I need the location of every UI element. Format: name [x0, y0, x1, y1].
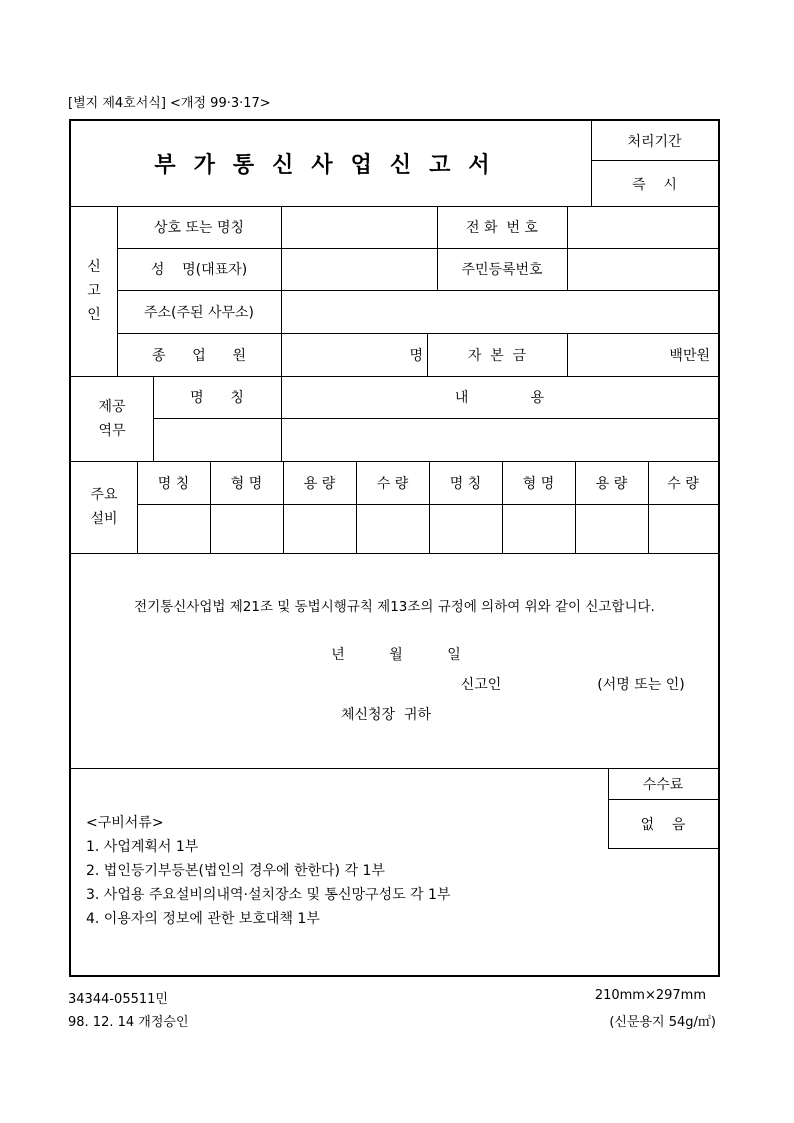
declaration-date: 년 월 일 [331, 647, 461, 663]
address-label: 주소(주된 사무소) [143, 304, 255, 321]
declaration-recipient: 체신청장 귀하 [340, 707, 432, 723]
equipment-cell[interactable] [649, 505, 718, 553]
equipment-cell[interactable] [503, 505, 575, 553]
equipment-header-quantity: 수 량 [376, 475, 409, 492]
footer-approval: 98. 12. 14 개정승인 [68, 1015, 189, 1030]
equipment-header-quantity: 수 량 [667, 475, 699, 492]
equipment-cell[interactable] [138, 505, 210, 553]
document-item: 4. 이용자의 정보에 관한 보호대책 1부 [86, 911, 320, 927]
employees-unit: 명 [409, 347, 423, 364]
equipment-header-name: 명 칭 [157, 475, 190, 492]
company-name-field[interactable] [282, 206, 437, 248]
equipment-header-model: 형 명 [522, 475, 555, 492]
equipment-cell[interactable] [284, 505, 356, 553]
capital-label: 자 본 금 [467, 347, 527, 364]
equipment-cell[interactable] [430, 505, 502, 553]
equipment-cell[interactable] [576, 505, 648, 553]
service-section-label: 제공 역무 [98, 398, 126, 439]
declaration-signature: (서명 또는 인) [597, 677, 685, 693]
company-name-label: 상호 또는 명칭 [153, 220, 245, 236]
equipment-header-capacity: 용 량 [303, 475, 336, 492]
document-item: 1. 사업계획서 1부 [86, 839, 199, 855]
document-item: 3. 사업용 주요설비의내역·설치장소 및 통신망구성도 각 1부 [86, 887, 451, 903]
required-documents-title: <구비서류> [86, 815, 164, 831]
applicant-section-label: 신 고 인 [87, 259, 101, 323]
footer-code: 34344-05511민 [68, 992, 168, 1007]
equipment-header-model: 형 명 [230, 475, 263, 492]
processing-period-value: 즉 시 [632, 176, 677, 193]
form-frame [69, 119, 720, 977]
employees-label: 종 업 원 [152, 347, 246, 364]
equipment-header-name: 명 칭 [449, 475, 482, 492]
address-field[interactable] [282, 290, 718, 333]
declaration-applicant: 신고인 [460, 677, 502, 693]
capital-field[interactable] [568, 333, 718, 376]
divider [71, 553, 718, 554]
declaration-statement: 전기통신사업법 제21조 및 동법시행규칙 제13조의 규정에 의하여 위와 같이 신고합니다. [134, 599, 655, 615]
representative-label: 성 명(대표자) [150, 262, 248, 278]
phone-label: 전 화 번 호 [466, 220, 538, 236]
form-number: [별지 제4호서식] <개정 99·3·17> [68, 96, 271, 111]
service-name-header: 명 칭 [190, 390, 244, 406]
resident-id-field[interactable] [568, 248, 718, 290]
equipment-section-label: 주요 설비 [90, 487, 118, 527]
resident-id-label: 주민등록번호 [461, 262, 543, 278]
footer-paper-size: 210mm×297mm [594, 988, 706, 1003]
document-item: 2. 법인등기부등본(법인의 경우에 한한다) 각 1부 [86, 863, 385, 879]
fee-value: 없 음 [640, 817, 686, 833]
representative-field[interactable] [282, 248, 437, 290]
service-content-field[interactable] [282, 419, 718, 461]
employees-field[interactable] [282, 333, 427, 376]
capital-unit: 백만원 [669, 347, 710, 364]
phone-field[interactable] [568, 206, 718, 248]
footer-paper-type: (신문용지 54g/㎡) [609, 1015, 716, 1030]
fee-label: 수수료 [642, 776, 684, 793]
divider [608, 848, 718, 849]
equipment-cell[interactable] [211, 505, 283, 553]
equipment-cell[interactable] [357, 505, 429, 553]
equipment-header-capacity: 용 량 [595, 475, 628, 492]
service-content-header: 내 용 [454, 390, 545, 406]
processing-period-label: 처리기간 [627, 133, 682, 150]
required-documents [86, 811, 450, 931]
service-name-field[interactable] [154, 419, 281, 461]
form-title: 부가통신사업신고서 [154, 153, 508, 178]
